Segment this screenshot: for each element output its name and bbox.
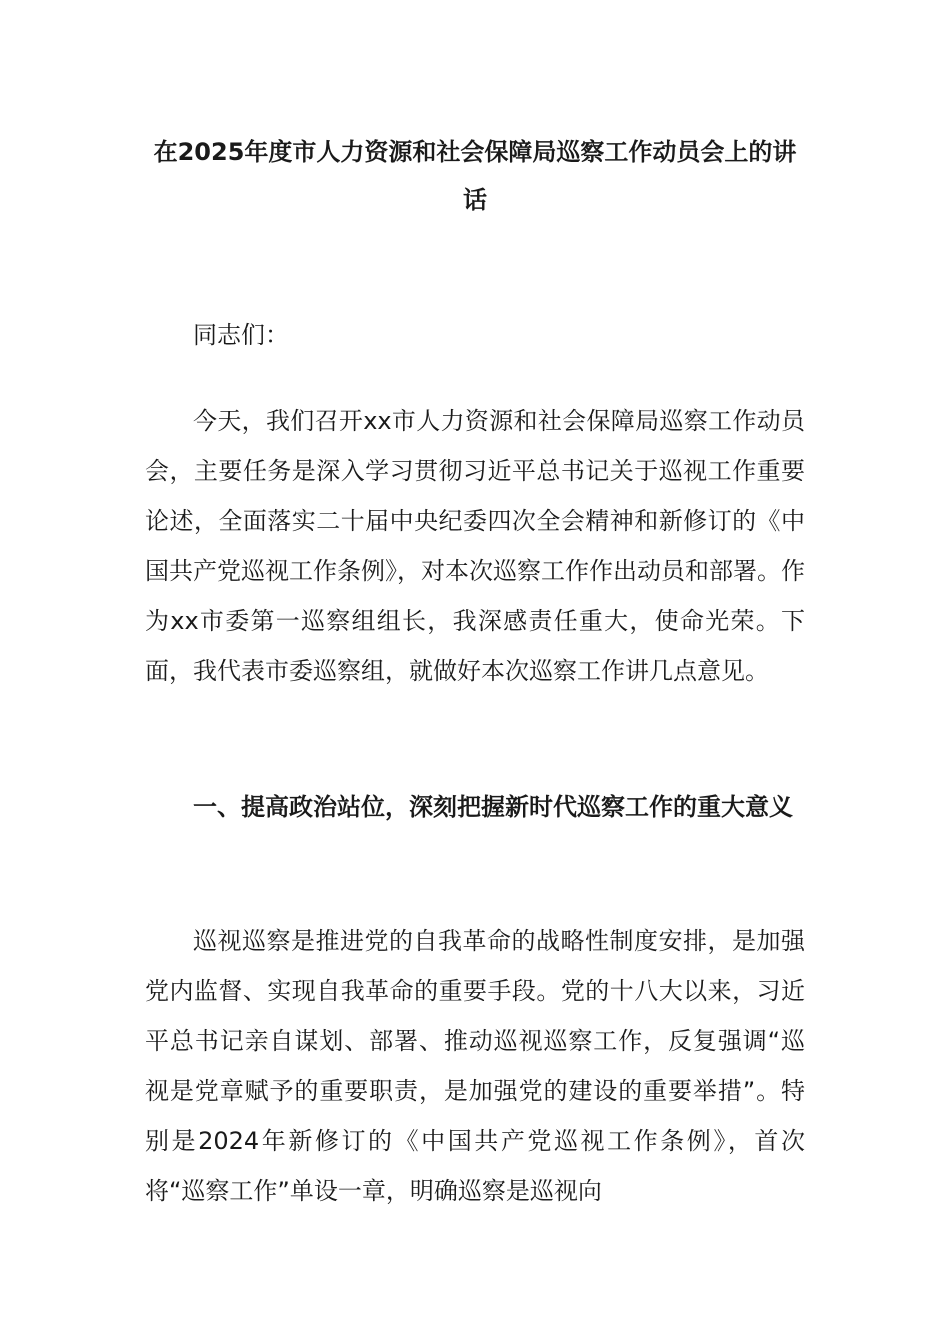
document-title: 在2025年度市人力资源和社会保障局巡察工作动员会上的讲话	[153, 138, 797, 214]
greeting: 同志们：	[193, 321, 289, 349]
section-heading: 一、提高政治站位，深刻把握新时代巡察工作的重大意义	[193, 793, 793, 821]
intro-paragraph: 今天，我们召开xx市人力资源和社会保障局巡察工作动员会，主要任务是深入学习贯彻习近平总书记关于巡视工作重要论述，全面落实二十届中央纪委四次全会精神和新修订的《中国共产党巡视工作条例》，对本次巡察工作作出动员和部署。作为xx市委第一巡察组组长，我深感责任重大，使命光荣。下面，我代表市委巡察组，就做好本次巡察工作讲几点意见。	[145, 407, 805, 685]
section-paragraph: 巡视巡察是推进党的自我革命的战略性制度安排，是加强党内监督、实现自我革命的重要手段。党的十八大以来，习近平总书记亲自谋划、部署、推动巡视巡察工作，反复强调“巡视是党章赋予的重要职责，是加强党的建设的重要举措”。特别是2024年新修订的《中国共产党巡视工作条例》，首次将“巡察工作”单设一章，明确巡察是巡视向	[145, 927, 805, 1205]
